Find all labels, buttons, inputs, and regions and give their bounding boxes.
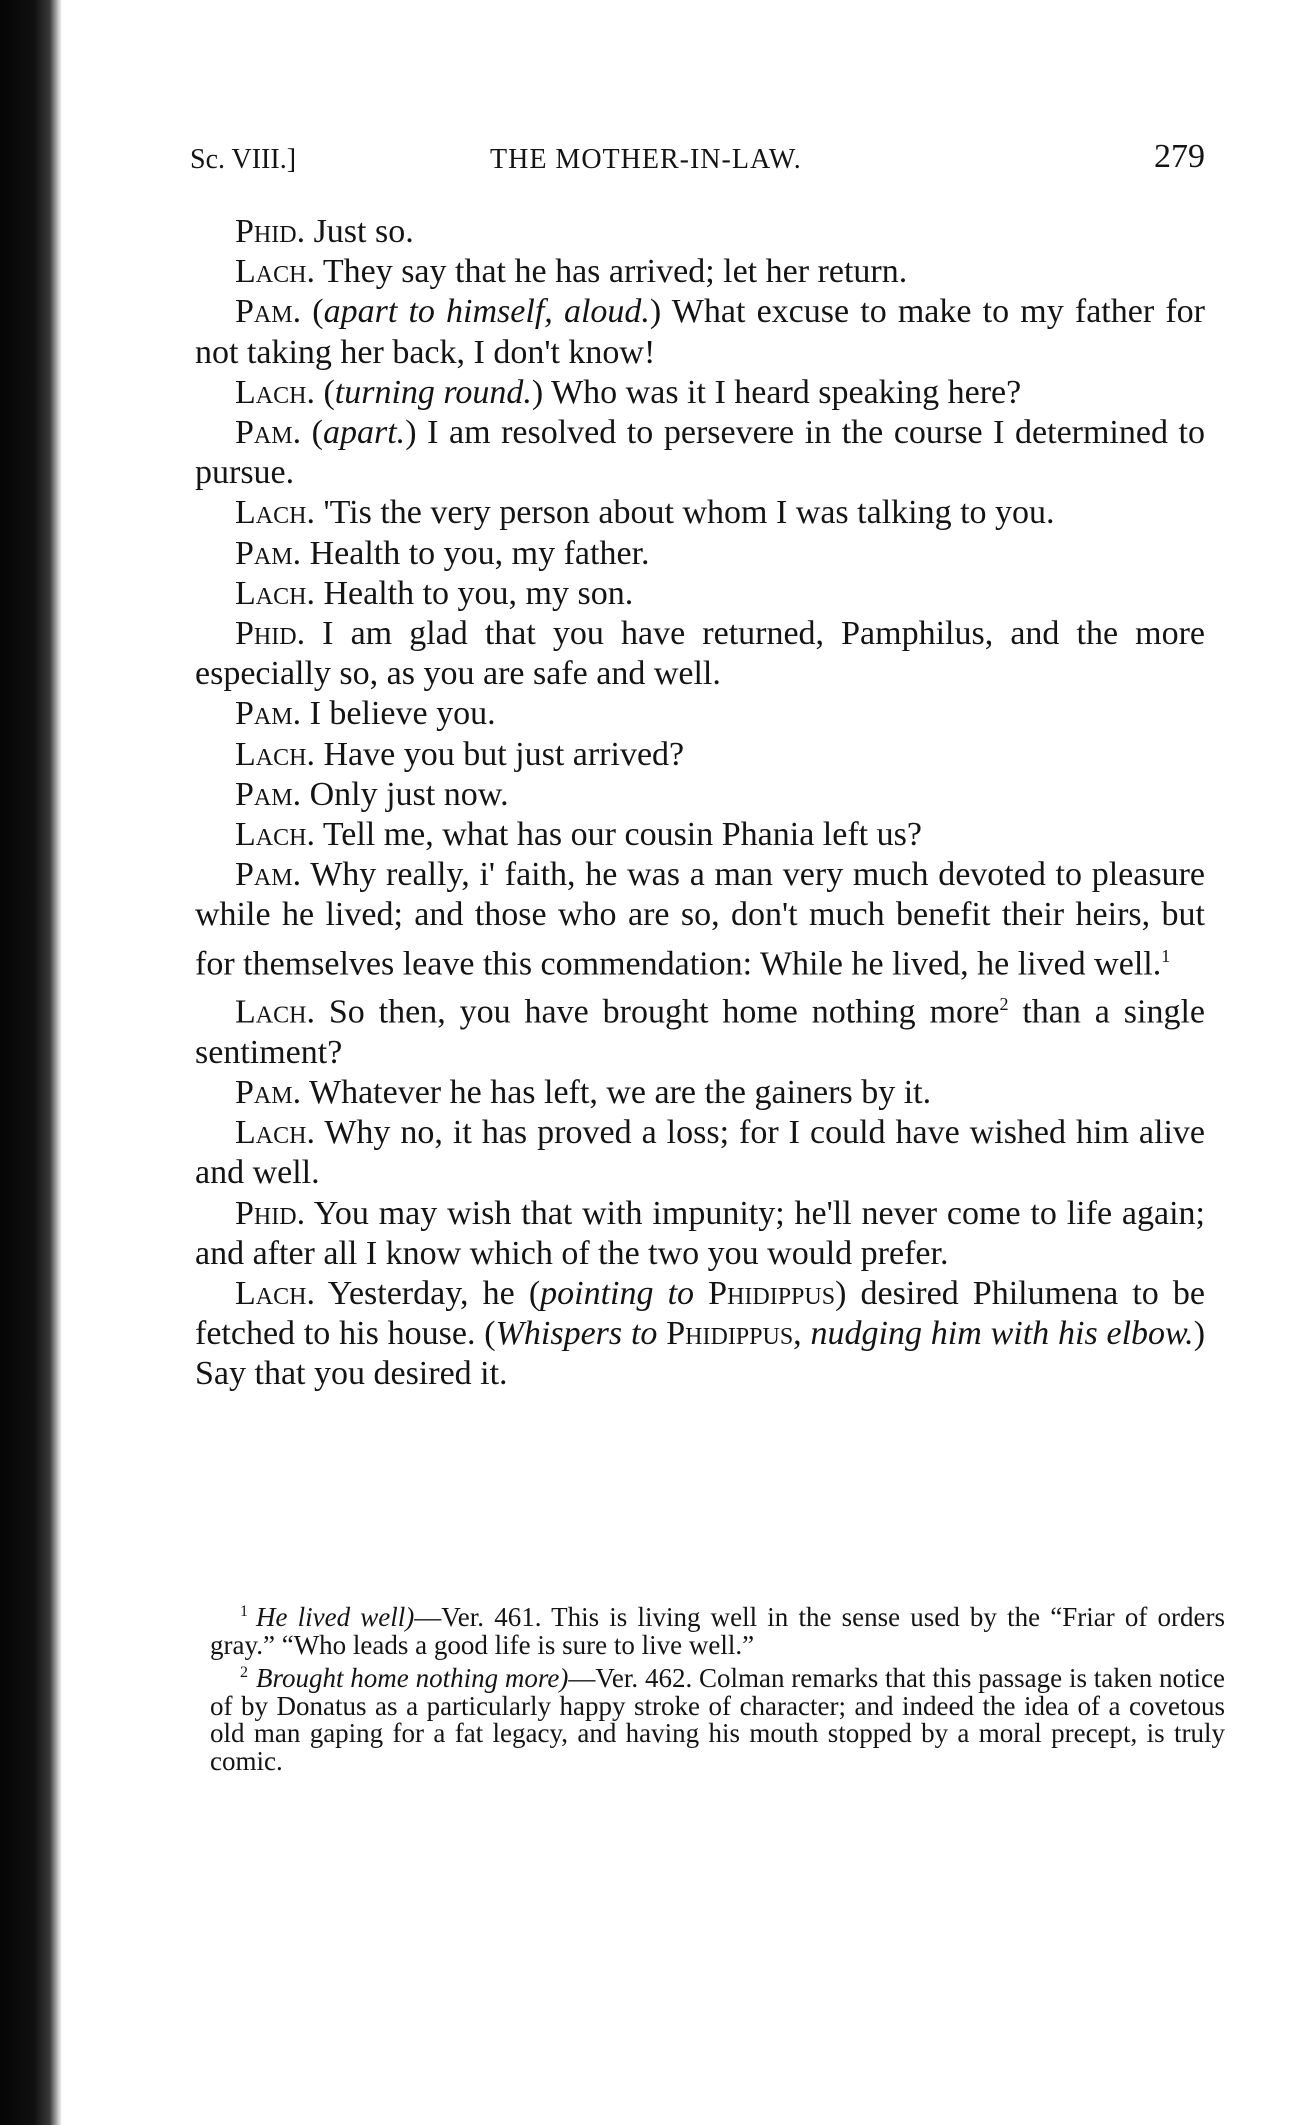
text-run: ( <box>301 293 324 331</box>
text-run: Health to you, my son. <box>314 574 634 612</box>
speaker-name: Phid. <box>235 213 306 250</box>
italic-run: Whispers to <box>495 1315 658 1353</box>
text-run: ) desired Philumena to be fetched to his house. ( <box>195 1274 1205 1353</box>
dialogue-line <box>195 292 1205 372</box>
text-run <box>657 1315 666 1352</box>
dialogue-line <box>195 775 1205 815</box>
footnote-mark: 1 <box>240 1603 248 1620</box>
speaker-name: Lach. <box>235 816 315 854</box>
speaker-name: Lach. <box>235 574 315 612</box>
text-run: than a single sentiment? <box>195 993 1206 1071</box>
speaker-name: Lach. <box>235 735 315 773</box>
text-run: ) Who was it I heard speaking here? <box>531 373 1022 411</box>
text-run <box>802 1315 811 1352</box>
dialogue-line <box>195 1194 1205 1274</box>
footnote-ref: 1 <box>1161 945 1171 966</box>
speaker-name: Lach. <box>235 373 315 411</box>
text-run: So then, you have brought home nothing more <box>314 993 1000 1031</box>
dialogue-line <box>195 574 1205 614</box>
speaker-name: Lach. <box>235 993 315 1031</box>
text-run <box>694 1275 708 1312</box>
scene-label: Sc. VIII.] <box>190 144 297 175</box>
italic-run: apart to himself, aloud. <box>323 293 650 331</box>
dialogue-line <box>195 735 1205 775</box>
footnote <box>210 1659 1225 1775</box>
speaker-name: Lach. <box>235 1114 315 1152</box>
text-run: You may wish that with impunity; he'll never come to life again; and after all I know which of the two you would prefer. <box>195 1194 1205 1272</box>
dialogue-line <box>195 1073 1205 1113</box>
text-run: Whatever he has left, we are the gainers by it. <box>301 1073 932 1111</box>
dialogue-body <box>195 212 1205 1395</box>
speaker-name: Phid. <box>235 1194 306 1232</box>
speaker-name: Pam. <box>235 534 302 572</box>
footnote-mark: 2 <box>240 1664 248 1681</box>
text-run: Why no, it has proved a loss; for I could have wished him alive and well. <box>195 1114 1205 1192</box>
italic-run: Brought home nothing more) <box>256 1663 569 1693</box>
text-run: ) I am resolved to persevere in the course I determined to pursue. <box>195 414 1205 492</box>
dialogue-line <box>195 413 1205 493</box>
italic-run: turning round. <box>334 373 532 411</box>
text-run: Yesterday, he ( <box>314 1274 541 1312</box>
dialogue-line <box>195 694 1205 734</box>
italic-run: He lived well) <box>256 1602 415 1632</box>
speaker-name: Phid. <box>235 615 306 653</box>
text-run: ) Say that you desired it. <box>195 1315 1206 1393</box>
speaker-name: Pam. <box>235 695 302 733</box>
text-run: —Ver. 462. Colman remarks that this passage is taken notice of by Donatus as a particularly happy stroke of character; and indeed the idea of a covetous old man gaping for a fat legacy, and having his mouth stopped by a moral precept, is truly comic. <box>210 1663 1226 1776</box>
speaker-name: Pam. <box>235 293 302 331</box>
dialogue-line <box>195 984 1205 1073</box>
text-run: Just so. <box>305 213 414 250</box>
text-run: ) What excuse to make to my father for not taking her back, I don't know! <box>195 293 1205 371</box>
text-run: Only just now. <box>301 775 509 813</box>
text-run: 'Tis the very person about whom I was talking to you. <box>314 494 1055 532</box>
book-spine-shadow <box>0 0 62 2125</box>
text-run: Why really, i' faith, he was a man very much devoted to pleasure while he lived; and those who are so, don't much benefit their heirs, but for themselves leave this commendation: While he lived, he lived well. <box>195 856 1205 982</box>
speaker-name: Lach. <box>235 494 315 532</box>
dialogue-line <box>195 614 1205 694</box>
running-header <box>190 138 1205 188</box>
text-run: Tell me, what has our cousin Phania left us? <box>314 816 922 854</box>
speaker-name: Pam. <box>235 414 302 452</box>
speaker-name: Pam. <box>235 775 302 813</box>
footnotes <box>210 1598 1225 1775</box>
running-title: THE MOTHER-IN-LAW. <box>490 144 802 175</box>
name-run: Phidippus <box>708 1274 836 1312</box>
italic-run: apart. <box>323 414 406 452</box>
text-run: ( <box>301 414 323 452</box>
dialogue-line <box>195 212 1205 252</box>
text-run: I am glad that you have returned, Pamphilus, and the more especially so, as you are safe and well. <box>195 615 1205 693</box>
name-run: Phidippus, <box>666 1315 802 1353</box>
italic-run: nudging him with his elbow. <box>810 1315 1194 1353</box>
text-run: ( <box>314 373 335 411</box>
speaker-name: Lach. <box>235 1274 315 1312</box>
text-run: They say that he has arrived; let her return. <box>314 253 908 291</box>
italic-run: pointing to <box>540 1274 695 1312</box>
dialogue-line <box>195 493 1205 533</box>
text-run: I believe you. <box>301 695 496 733</box>
text-run: —Ver. 461. This is living well in the sense used by the “Friar of orders gray.” “Who leads a good life is sure to live well.” <box>210 1602 1225 1660</box>
footnote <box>210 1598 1225 1659</box>
text-run: Have you but just arrived? <box>314 735 685 773</box>
dialogue-line <box>195 252 1205 292</box>
page-number: 279 <box>1154 138 1205 175</box>
dialogue-line <box>195 534 1205 574</box>
text-run: Health to you, my father. <box>301 534 650 572</box>
dialogue-line <box>195 1113 1205 1193</box>
dialogue-line <box>195 373 1205 413</box>
dialogue-line <box>195 815 1205 855</box>
dialogue-line <box>195 855 1205 984</box>
speaker-name: Pam. <box>235 856 302 894</box>
speaker-name: Lach. <box>235 253 315 291</box>
footnote-ref: 2 <box>999 994 1009 1015</box>
speaker-name: Pam. <box>235 1073 302 1111</box>
dialogue-line <box>195 1274 1205 1395</box>
